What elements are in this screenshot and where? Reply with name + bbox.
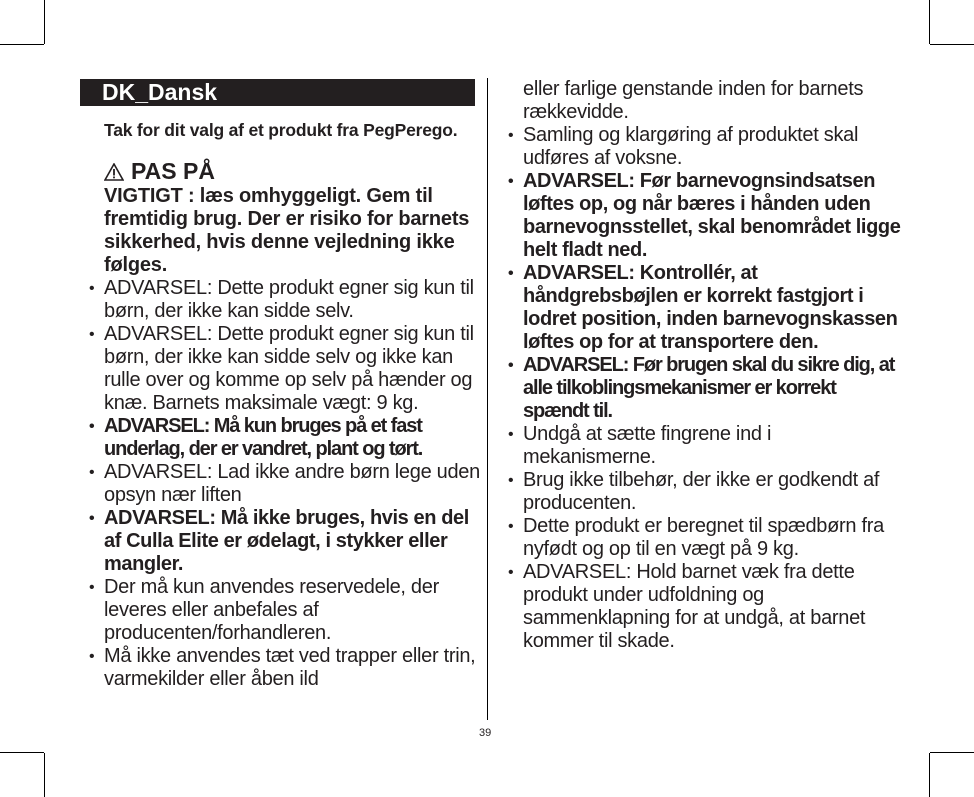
right-column <box>507 78 902 653</box>
list-item: • ADVARSEL: Må ikke bruges, hvis en del af Culla Elite er ødelagt, i stykker eller mangler. <box>88 507 480 576</box>
column-divider <box>487 78 488 720</box>
list-item: • ADVARSEL: Dette produkt egner sig kun til børn, der ikke kan sidde selv. <box>88 277 480 323</box>
important-notice: VIGTIGT : læs omhyggeligt. Gem til fremtidig brug. Der er risiko for barnets sikkerhed, hvis denne vejledning ikke følges. <box>104 185 470 276</box>
list-item: • ADVARSEL: Lad ikke andre børn lege uden opsyn nær liften <box>88 461 480 507</box>
warning-triangle-icon <box>104 163 124 181</box>
list-item: • ADVARSEL: Dette produkt egner sig kun til børn, der ikke kan sidde selv og ikke kan rulle over og komme op selv på hænder og knæ. Barnets maksimale vægt: 9 kg. <box>88 323 480 415</box>
warning-heading <box>104 158 480 185</box>
crop-mark <box>0 752 44 753</box>
intro-text: Tak for dit valg af et produkt fra PegPerego. <box>104 120 458 140</box>
list-item: • Der må kun anvendes reservedele, der leveres eller anbefales af producenten/forhandleren. <box>88 576 480 645</box>
list-item: • ADVARSEL: Før brugen skal du sikre dig, at alle tilkoblingsmekanismer er korrekt spændt til. <box>507 354 902 423</box>
crop-mark <box>44 753 45 797</box>
warning-list <box>88 277 480 691</box>
crop-mark <box>929 753 930 797</box>
crop-mark <box>930 44 974 45</box>
list-item: • Dette produkt er beregnet til spædbørn fra nyfødt og op til en vægt på 9 kg. <box>507 515 902 561</box>
crop-mark <box>929 0 930 44</box>
left-column <box>88 120 480 691</box>
list-item: • Må ikke anvendes tæt ved trapper eller trin, varmekilder eller åben ild <box>88 645 480 691</box>
list-item: • ADVARSEL: Må kun bruges på et fast underlag, der er vandret, plant og tørt. <box>88 415 480 461</box>
list-item: • Brug ikke tilbehør, der ikke er godkendt af producenten. <box>507 469 902 515</box>
crop-mark <box>930 752 974 753</box>
list-item: • ADVARSEL: Hold barnet væk fra dette produkt under udfoldning og sammenklapning for at undgå, at barnet kommer til skade. <box>507 561 902 653</box>
warning-title: PAS PÅ <box>131 158 215 184</box>
language-tab: DK_Dansk <box>80 79 475 106</box>
crop-mark <box>0 44 44 45</box>
list-item-continuation: eller farlige genstande inden for barnets rækkevidde. <box>523 78 864 123</box>
crop-mark <box>44 0 45 44</box>
list-item: • Samling og klargøring af produktet skal udføres af voksne. <box>507 124 902 170</box>
page-number: 39 <box>479 727 492 739</box>
list-item: • ADVARSEL: Kontrollér, at håndgrebsbøjlen er korrekt fastgjort i lodret position, inden barnevognskassen løftes op for at transportere den. <box>507 262 902 354</box>
list-item: • Undgå at sætte fingrene ind i mekanismerne. <box>507 423 902 469</box>
list-item: • ADVARSEL: Før barnevognsindsatsen løftes op, og når bæres i hånden uden barnevognsstellet, skal benområdet ligge helt fladt ned. <box>507 170 902 262</box>
warning-list <box>507 78 902 653</box>
